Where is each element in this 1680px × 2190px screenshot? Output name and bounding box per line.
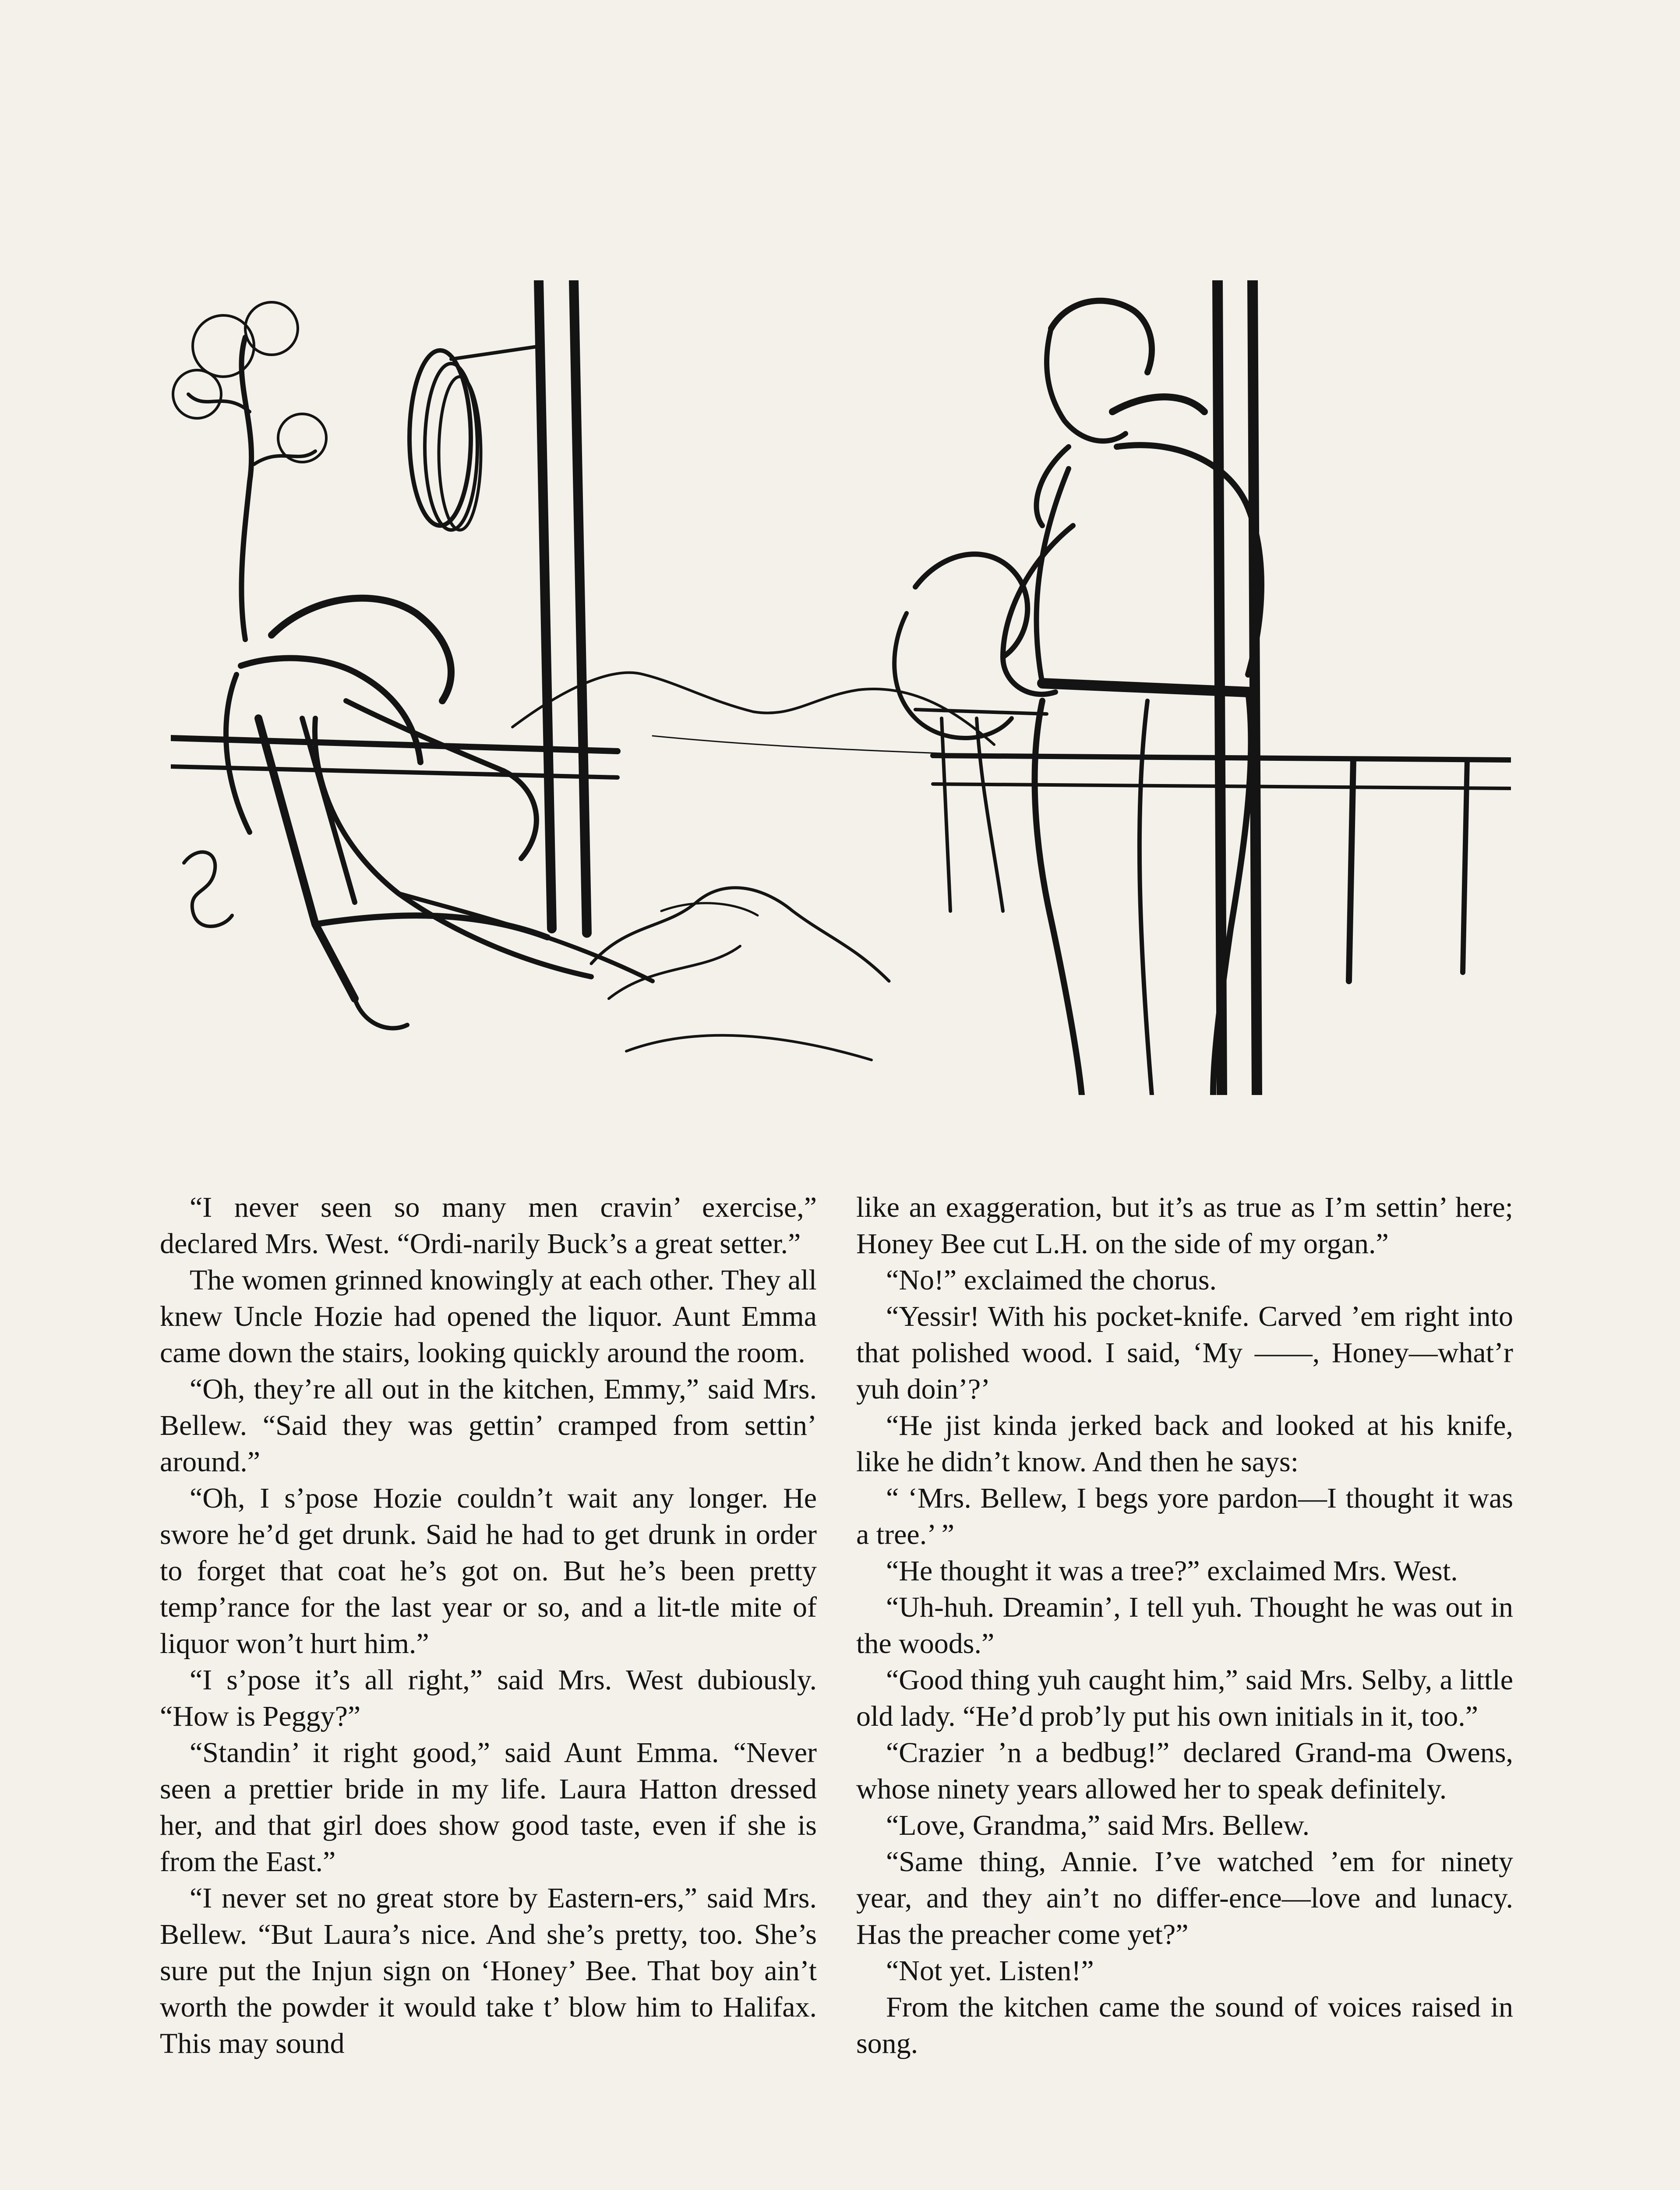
paragraph: “Oh, they’re all out in the kitchen, Emmy,” said Mrs. Bellew. “Said they was gettin’ cramped from settin’ around.” [160, 1373, 817, 1478]
paragraph: “Same thing, Annie. I’ve watched ’em for ninety year, and they ain’t no differ-ence—love and lunacy. Has the preacher come yet?” [856, 1846, 1513, 1950]
paragraph: “ ‘Mrs. Bellew, I begs yore pardon—I thought it was a tree.’ ” [856, 1482, 1513, 1551]
paragraph: “Crazier ’n a bedbug!” declared Grand-ma Owens, whose ninety years allowed her to speak definitely. [856, 1737, 1513, 1805]
paragraph: “He thought it was a tree?” exclaimed Mrs. West. [886, 1555, 1458, 1587]
paragraph: “Oh, I s’pose Hozie couldn’t wait any longer. He swore he’d get drunk. Said he had to get drunk in order to forget that coat he’s got on. But he’s been pretty temp’rance for the last year or so, and a lit-tle mite of liquor won’t hurt him.” [160, 1482, 817, 1660]
paragraph: “Uh-huh. Dreamin’, I tell yuh. Thought he was out in the woods.” [856, 1591, 1513, 1660]
ranch-porch-drawing [171, 280, 1511, 1095]
paragraph: “I never set no great store by Eastern-ers,” said Mrs. Bellew. “But Laura’s nice. And she’s pretty, too. She’s sure put the Injun sign on ‘Honey’ Bee. That boy ain’t worth the powder it would take t’ blow him to Halifax. This may sound [160, 1882, 817, 2059]
paragraph: “Not yet. Listen!” [886, 1955, 1094, 1987]
paragraph: “I never seen so many men cravin’ exercise,” declared Mrs. West. “Ordi-narily Buck’s a great setter.” [160, 1191, 817, 1260]
paragraph: “He jist kinda jerked back and looked at his knife, like he didn’t know. And then he says: [856, 1409, 1513, 1478]
text-column-right [856, 1189, 1513, 2062]
paragraph: From the kitchen came the sound of voices raised in song. [856, 1991, 1513, 2059]
paragraph: “No!” exclaimed the chorus. [886, 1264, 1217, 1296]
paragraph: “Good thing yuh caught him,” said Mrs. Selby, a little old lady. “He’d prob’ly put his own initials in it, too.” [856, 1664, 1513, 1732]
paragraph: “Yessir! With his pocket-knife. Carved ’em right into that polished wood. I said, ‘My ——, Honey—what’r yuh doin’?’ [856, 1300, 1513, 1405]
illustration [171, 280, 1511, 1095]
paragraph: “Standin’ it right good,” said Aunt Emma. “Never seen a prettier bride in my life. Laura Hatton dressed her, and that girl does show good taste, even if she is from the East.” [160, 1737, 817, 1878]
paragraph: “I s’pose it’s all right,” said Mrs. West dubiously. “How is Peggy?” [160, 1664, 817, 1732]
paragraph: “Love, Grandma,” said Mrs. Bellew. [886, 1809, 1310, 1841]
text-column-left [160, 1189, 817, 2062]
paragraph: The women grinned knowingly at each other. They all knew Uncle Hozie had opened the liquor. Aunt Emma came down the stairs, looking quickly around the room. [160, 1264, 817, 1369]
paragraph-continued: like an exaggeration, but it’s as true as I’m settin’ here; Honey Bee cut L.H. on the side of my organ.” [856, 1191, 1513, 1260]
